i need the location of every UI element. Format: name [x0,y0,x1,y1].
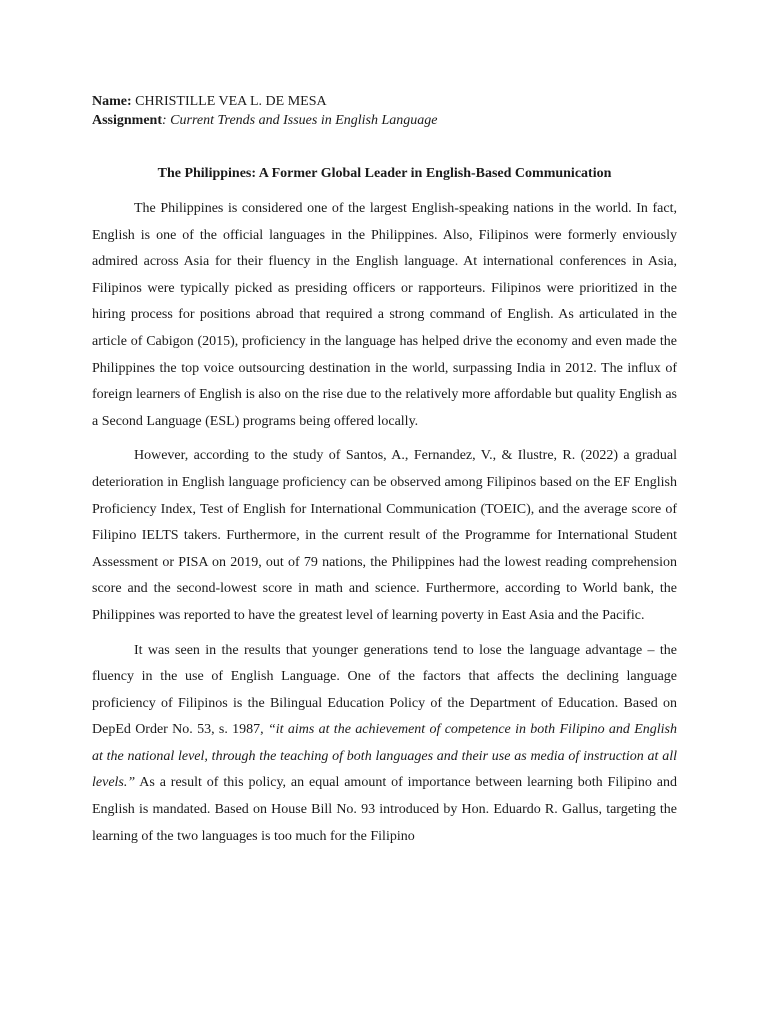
paragraph-3-text-after: As a result of this policy, an equal amount of importance between learning both Filipino and English is mandated. Based on House Bill No. 93 introduced by Hon. Eduardo R. Gallus, targeting the learning of the two languages is too much for the Filipino [92,775,677,844]
paragraph-3-text-before: It was seen in the results that younger generations tend to lose the language advantage – the fluency in the use of English Language. One of the factors that affects the declining language proficiency of Filipinos is the Bilingual Education Policy of the Department of Education. Based on DepEd Order No. 53, s. 1987, [92,642,677,738]
paragraph-1: The Philippines is considered one of the largest English-speaking nations in the world. In fact, English is one of the official languages in the Philippines. Also, Filipinos were formerly enviously admired across Asia for their fluency in the English language. At international conferences in Asia, Filipinos were typically picked as presiding officers or rapporteurs. Filipinos were prioritized in the hiring process for positions abroad that required a strong command of English. As articulated in the article of Cabigon (2015), proficiency in the language has helped drive the economy and even made the Philippines the top voice outsourcing destination in the world, surpassing India in 2012. The influx of foreign learners of English is also on the rise due to the relatively more affordable but quality English as a Second Language (ESL) programs being offered locally. [92,201,677,429]
paragraph-3 [92,638,677,851]
name-label: Name: [92,94,132,109]
deped-order-quote: “it aims at the achievement of competence in both Filipino and English at the national level, through the teaching of both languages and their use as media of instruction at all levels.” [92,722,677,791]
student-name: CHRISTILLE VEA L. DE MESA [131,94,327,109]
assignment-line [92,111,677,130]
paragraph-2: However, according to the study of Santos, A., Fernandez, V., & Ilustre, R. (2022) a gradual deterioration in English language proficiency can be observed among Filipinos based on the EF English Proficiency Index, Test of English for International Communication (TOEIC), and the average score of Filipino IELTS takers. Furthermore, in the current result of the Programme for International Student Assessment or PISA on 2019, out of 79 nations, the Philippines had the lowest reading comprehension score and the second-lowest score in math and science. Furthermore, according to World bank, the Philippines was reported to have the greatest level of learning poverty in East Asia and the Pacific. [92,448,677,623]
document-title: The Philippines: A Former Global Leader in English-Based Communication [157,166,612,181]
assignment-value: : Current Trends and Issues in English Language [162,113,438,128]
name-line [92,92,677,111]
assignment-label: Assignment [92,113,163,128]
document-page [92,92,677,850]
